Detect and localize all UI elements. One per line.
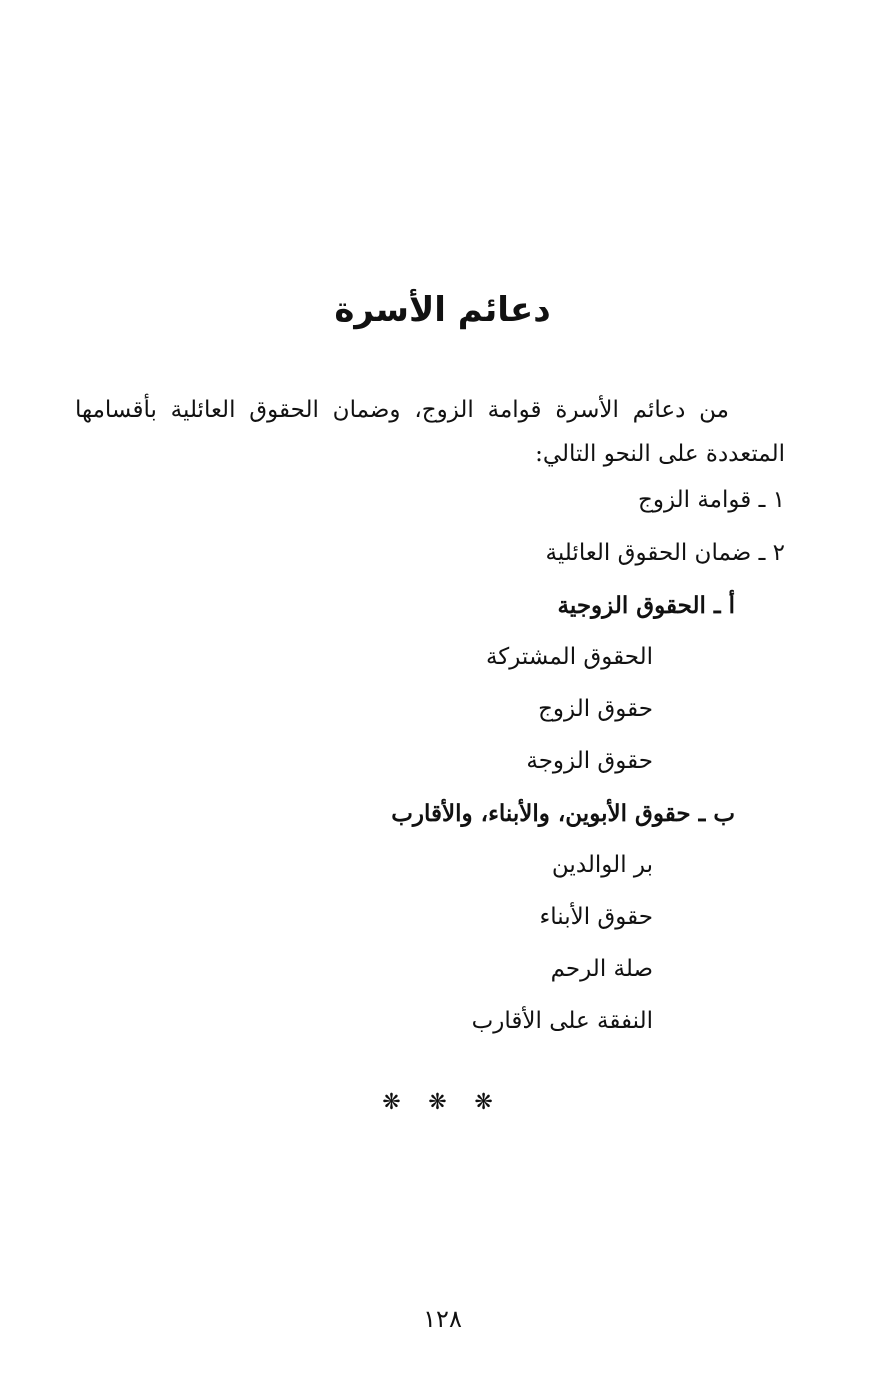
section-b-item-children: حقوق الأبناء xyxy=(539,904,653,930)
section-b-item-kinship: صلة الرحم xyxy=(550,956,653,982)
section-b-heading: ب ـ حقوق الأبوين، والأبناء، والأقارب xyxy=(391,800,735,827)
page-title: دعائم الأسرة xyxy=(334,290,551,330)
list-item-family-rights: ٢ ـ ضمان الحقوق العائلية xyxy=(545,540,785,566)
list-item-husband-guardianship: ١ ـ قوامة الزوج xyxy=(638,487,785,513)
intro-paragraph: من دعائم الأسرة قوامة الزوج، وضمان الحقوق العائلية بأقسامها المتعددة على النحو التالي: xyxy=(75,397,785,467)
section-a-item-husband-rights: حقوق الزوج xyxy=(538,696,653,722)
section-a-heading: أ ـ الحقوق الزوجية xyxy=(557,592,735,619)
section-a-item-shared-rights: الحقوق المشتركة xyxy=(485,644,653,670)
section-b-item-parents: بر الوالدين xyxy=(551,852,653,878)
page-number: ١٢٨ xyxy=(423,1305,462,1333)
section-a-item-wife-rights: حقوق الزوجة xyxy=(526,748,653,774)
section-b-item-relatives-support: النفقة على الأقارب xyxy=(471,1008,653,1034)
section-separator: ❋ ❋ ❋ xyxy=(382,1090,503,1115)
